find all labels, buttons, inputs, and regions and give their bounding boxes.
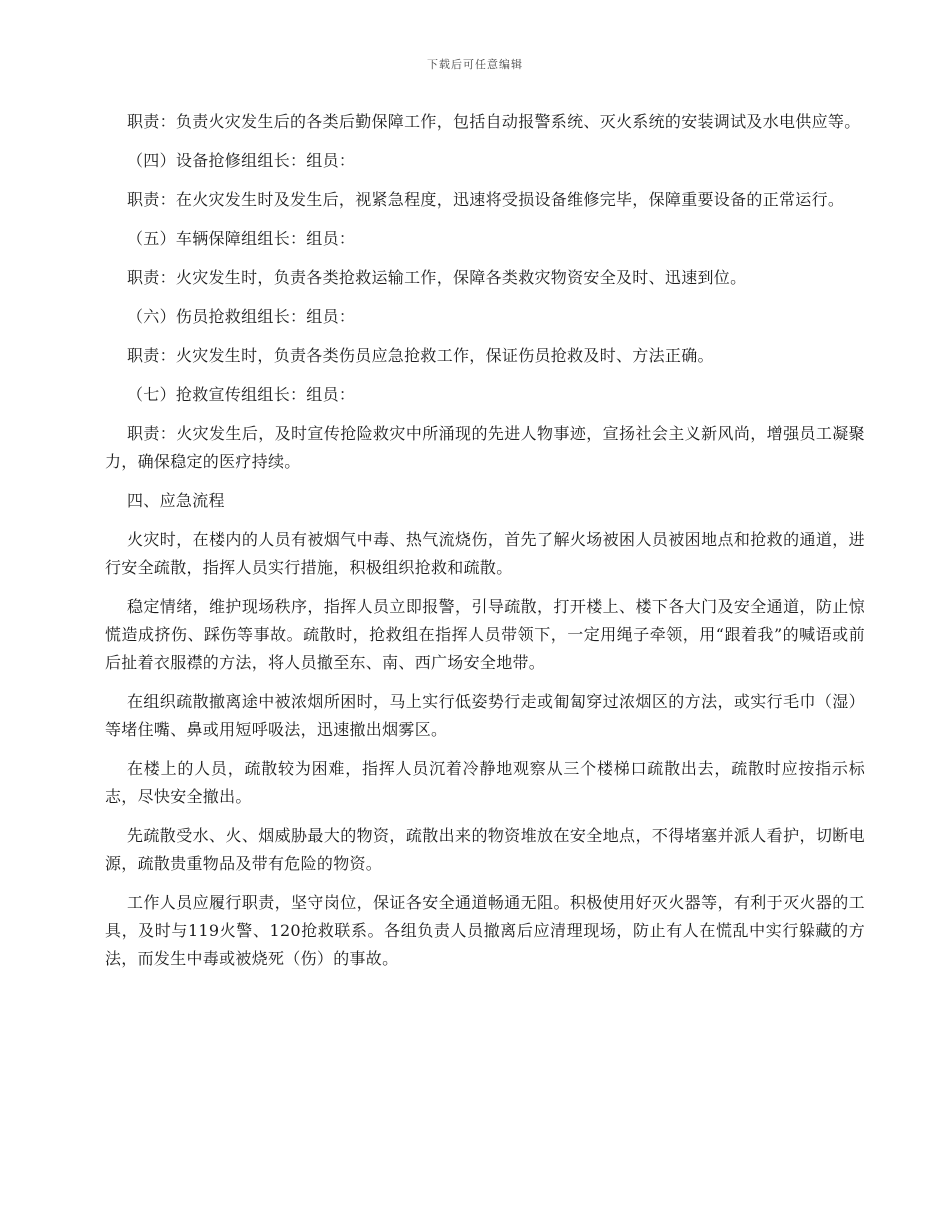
paragraph-process-4: 在楼上的人员，疏散较为困难，指挥人员沉着冷静地观察从三个楼梯口疏散出去，疏散时应按指示标志，尽快安全撤出。 — [105, 759, 865, 806]
paragraph-rescue-duty: 职责：火灾发生时，负责各类伤员应急抢救工作，保证伤员抢救及时、方法正确。 — [127, 346, 714, 365]
paragraph-process-3: 在组织疏散撤离途中被浓烟所困时，马上实行低姿势行走或匍匐穿过浓烟区的方法，或实行毛巾（湿）等堵住嘴、鼻或用短呼吸法，迅速撤出烟雾区。 — [105, 692, 865, 739]
section-publicity-group: （七）抢救宣传组组长：组员： — [127, 385, 356, 404]
paragraph-equipment-repair-duty: 职责：在火灾发生时及发生后，视紧急程度，迅速将受损设备维修完毕，保障重要设备的正常运行。 — [127, 190, 845, 209]
paragraph-process-5: 先疏散受水、火、烟威胁最大的物资，疏散出来的物资堆放在安全地点，不得堵塞并派人看护，切断电源，疏散贵重物品及带有危险的物资。 — [105, 826, 865, 873]
section-vehicle-group: （五）车辆保障组组长：组员： — [127, 229, 356, 248]
section-emergency-process: 四、应急流程 — [127, 491, 225, 510]
paragraph-logistics-duty: 职责：负责火灾发生后的各类后勤保障工作，包括自动报警系统、灭火系统的安装调试及水电供应等。 — [127, 112, 861, 131]
paragraph-vehicle-duty: 职责：火灾发生时，负责各类抢救运输工作，保障各类救灾物资安全及时、迅速到位。 — [127, 268, 747, 287]
paragraph-publicity-duty: 职责：火灾发生后，及时宣传抢险救灾中所涌现的先进人物事迹，宣扬社会主义新风尚，增强员工凝聚力，确保稳定的医疗持续。 — [105, 424, 865, 471]
section-rescue-group: （六）伤员抢救组组长：组员： — [127, 307, 356, 326]
section-equipment-repair-group: （四）设备抢修组组长：组员： — [127, 151, 356, 170]
paragraph-process-1: 火灾时，在楼内的人员有被烟气中毒、热气流烧伤，首先了解火场被困人员被困地点和抢救的通道，进行安全疏散，指挥人员实行措施，积极组织抢救和疏散。 — [105, 530, 865, 577]
paragraph-process-2: 稳定情绪，维护现场秩序，指挥人员立即报警，引导疏散，打开楼上、楼下各大门及安全通道，防止惊慌造成挤伤、踩伤等事故。疏散时，抢救组在指挥人员带领下，一定用绳子牵领，用“跟着我”的喊语或前后扯着衣服襟的方法，将人员撤至东、南、西广场安全地带。 — [105, 597, 865, 672]
document-body — [105, 108, 865, 984]
page-header: 下载后可任意编辑 — [427, 58, 523, 71]
paragraph-process-6: 工作人员应履行职责，坚守岗位，保证各安全通道畅通无阻。积极使用好灭火器等，有利于灭火器的工具，及时与119火警、120抢救联系。各组负责人员撤离后应清理现场，防止有人在慌乱中实行躲藏的方法，而发生中毒或被烧死（伤）的事故。 — [105, 893, 865, 968]
